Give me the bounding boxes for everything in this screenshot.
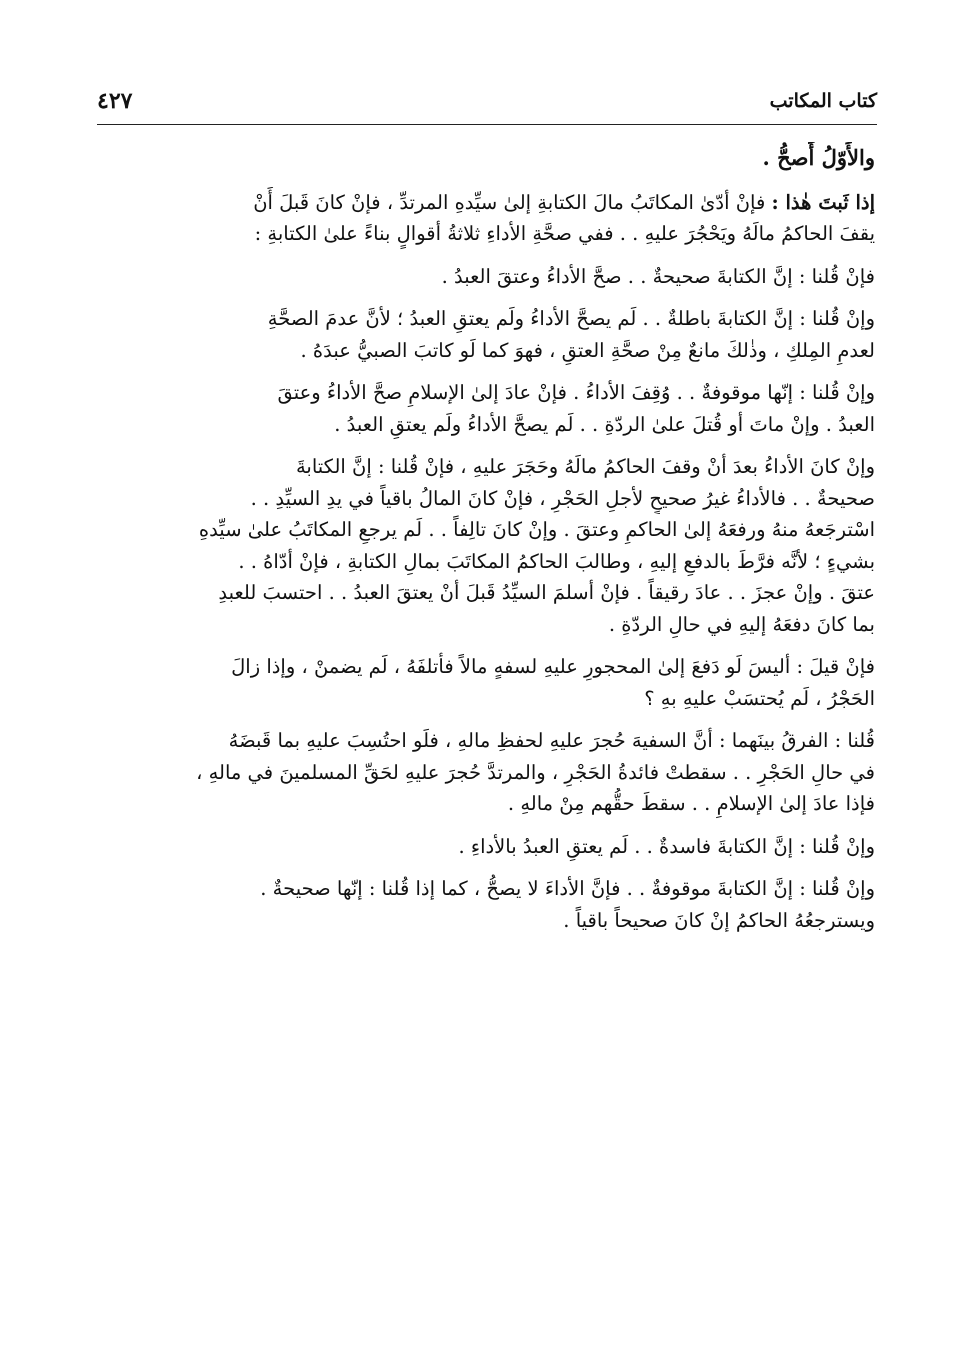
- paragraph: [97, 303, 875, 366]
- text-line: وإنْ قُلنا : إنَّ الكتابةَ موقوفةٌ . . فإنَّ الأداءَ لا يصحُّ ، كما إذا قُلنا : إنّها صحيحةٌ .: [260, 877, 875, 900]
- text-line: العبدُ . وإنْ ماتَ أو قُتلَ علىٰ الردّةِ . . لَم يصحَّ الأداءُ ولَم يعتقِ العبدُ .: [334, 412, 875, 436]
- text-segment: فإنْ أدّىٰ المكاتَبُ مالَ الكتابةِ إلىٰ سيِّدهِ المرتدِّ ، فإنْ كانَ قَبلَ أَنْ: [253, 190, 766, 214]
- text-line: فإذا عادَ إلىٰ الإسلامِ . . سقطَ حقُّهم مِنْ مالهِ .: [507, 792, 875, 815]
- text-line: اسْترجَعهُ منهُ ورفعَهُ إلىٰ الحاكمِ وعتقَ . وإنْ كانَ تالِفاً . . لَم يرجعِ المكاتَبُ علىٰ سيِّدهِ: [198, 518, 875, 541]
- paragraph: [97, 377, 875, 440]
- page-header: [97, 88, 877, 120]
- paragraph: [97, 187, 875, 250]
- paragraph: [97, 261, 875, 293]
- text-line: في حالِ الحَجْرِ . . سقطتْ فائدةُ الحَجْرِ ، والمرتدَّ حُجرَ عليهِ لحَقِّ المسلمينَ في مالهِ ،: [196, 760, 875, 784]
- lead-phrase: إذا ثَبتَ هٰذا :: [771, 190, 875, 214]
- text-line: بما كانَ دفعَهُ إليهِ في حالِ الردّةِ .: [608, 612, 875, 636]
- header-rule: [97, 124, 877, 125]
- text-line: الحَجْرُ ، لَم يُحتسَبْ عليهِ بهِ ؟: [644, 686, 875, 710]
- paragraph: [97, 873, 875, 936]
- text-line: بشيءٍ ؛ لأنَّه فرَّطَ بالدفعِ إليهِ ، وطالبَ الحاكمُ المكاتَبَ بمالِ الكتابةِ ، فإنْ أدّاهُ . .: [238, 549, 875, 573]
- running-title: كتاب المكاتب: [769, 90, 877, 112]
- text-line: فإنْ قُلنا : إنَّ الكتابةَ صحيحةٌ . . صحَّ الأداءُ وعتقَ العبدُ .: [441, 264, 875, 288]
- main-text: [97, 142, 875, 947]
- text-line: صحيحةٌ . . فالأداءُ غيرُ صحيحٍ لأجلِ الحَجْرِ ، فإنْ كانَ المالُ باقياً في يدِ السيِّدِ . .: [250, 486, 875, 510]
- text-line: يقفَ الحاكمُ مالَهُ ويَحْجُرَ عليهِ . . ففي صحَّةِ الأداءِ ثلاثةُ أقوالٍ بناءً علىٰ الكتابةِ :: [254, 222, 875, 245]
- paragraph: [97, 651, 875, 714]
- text-line: وإنْ قُلنا : إنَّ الكتابةَ باطلةٌ . . لَم يصحَّ الأداءُ ولَم يعتقِ العبدُ ؛ لأنَّ عدمَ الصحَّةِ: [267, 307, 875, 330]
- text-line: والأَوّلُ أَصحُّ .: [762, 145, 875, 170]
- paragraph: [97, 142, 875, 174]
- text-line: لعدمِ المِلكِ ، وذٰلكَ مانعٌ مِنْ صحَّةِ العتقِ ، فهوَ كما لَو كاتبَ الصبيُّ عبدَهُ .: [300, 338, 875, 362]
- text-line: فإنْ قيلَ : أليسَ لَو دَفعَ إلىٰ المحجورِ عليهِ لسفهٍ مالاً فأتلفَهُ ، لَم يضمنْ ، وإذا زالَ: [231, 655, 875, 678]
- paragraph: [97, 725, 875, 820]
- text-line: عتقَ . وإنْ عجزَ . . عادَ رقيقاً . فإنْ أسلمَ السيِّدُ قَبلَ أنْ يعتقَ العبدُ . . احتسبَ للعبدِ: [218, 581, 875, 604]
- text-line: وإنْ قُلنا : إنَّ الكتابةَ فاسدةٌ . . لَم يعتقِ العبدُ بالأداءِ .: [458, 834, 875, 858]
- text-line: قُلنا : الفرقُ بينَهما : أنَّ السفيهَ حُجرَ عليهِ لحفظِ مالهِ ، فلَو احتُسِبَ عليهِ بما قَبضَهُ: [228, 729, 875, 752]
- text-line: [97, 187, 875, 219]
- paragraph: [97, 831, 875, 863]
- text-line: وإنْ كانَ الأداءُ بعدَ أنْ وقفَ الحاكمُ مالَهُ وحَجَرَ عليهِ ، فإنْ قُلنا : إنَّ الكتابةَ: [295, 455, 875, 478]
- paragraph: [97, 451, 875, 640]
- text-line: ويسترجعُهُ الحاكمُ إنْ كانَ صحيحاً باقياً .: [563, 908, 875, 932]
- page-number: ٤٢٧: [97, 88, 133, 114]
- text-line: وإنْ قُلنا : إنّها موقوفةٌ . . وُقِفَ الأداءُ . فإنْ عادَ إلىٰ الإسلامِ صحَّ الأداءُ وعتقَ: [277, 381, 875, 404]
